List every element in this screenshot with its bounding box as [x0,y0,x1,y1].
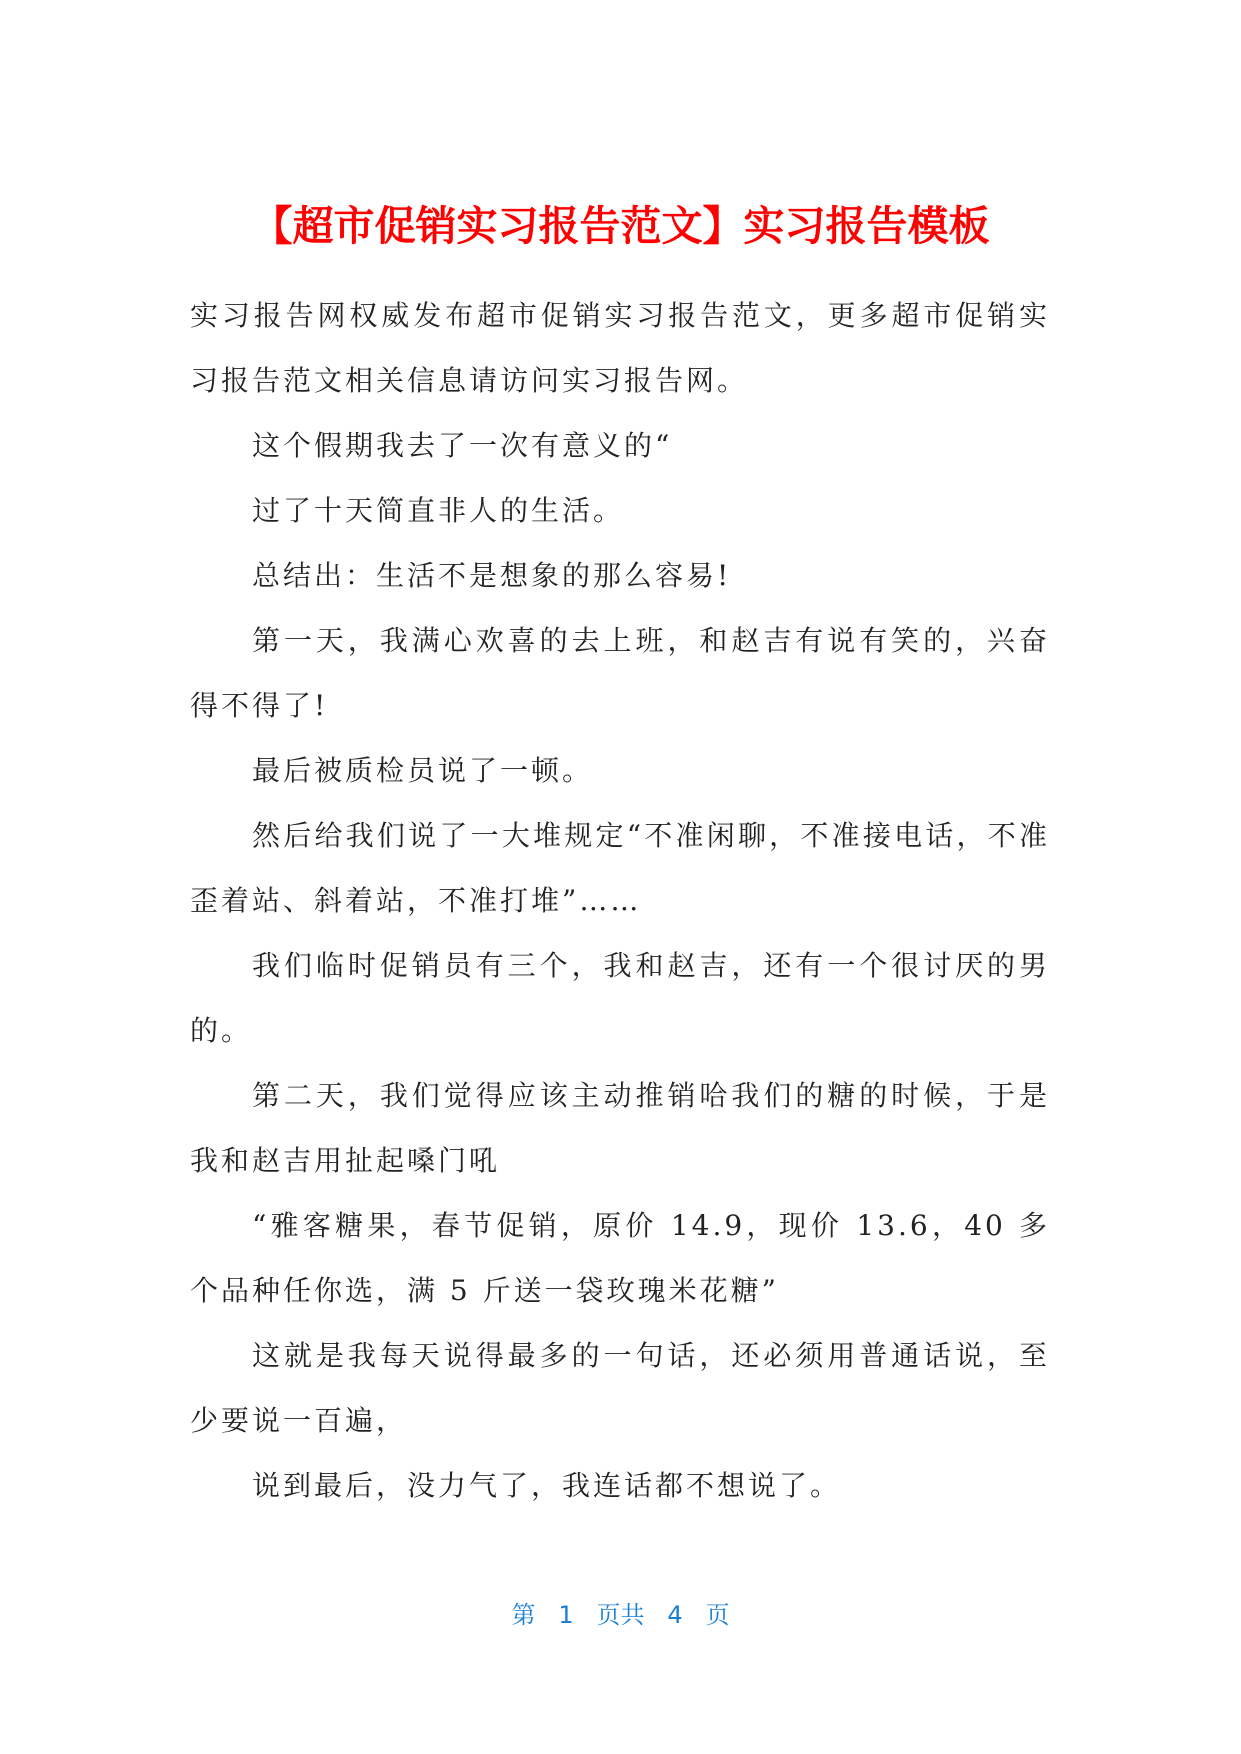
paragraph: 第一天，我满心欢喜的去上班，和赵吉有说有笑的，兴奋得不得了! [190,624,1050,722]
paragraph: 这个假期我去了一次有意义的“ [252,429,673,462]
paragraph: 这就是我每天说得最多的一句话，还必须用普通话说，至少要说一百遍， [190,1339,1050,1437]
paragraph: “雅客糖果，春节促销，原价 14.9，现价 13.6，40 多个品种任你选，满 5 斤送一袋玫瑰米花糖” [190,1209,1050,1307]
page-label-middle: 页共 [596,1601,645,1629]
page-label-suffix: 页 [705,1601,730,1629]
paragraph: 然后给我们说了一大堆规定“不准闲聊，不准接电话，不准歪着站、斜着站，不准打堆”…… [190,819,1050,917]
paragraph: 最后被质检员说了一顿。 [252,754,594,787]
paragraph: 说到最后，没力气了，我连话都不想说了。 [252,1469,842,1502]
paragraph: 实习报告网权威发布超市促销实习报告范文，更多超市促销实习报告范文相关信息请访问实习报告网。 [190,299,1050,397]
paragraph: 我们临时促销员有三个，我和赵吉，还有一个很讨厌的男的。 [190,949,1050,1047]
page-label-prefix: 第 [511,1601,536,1629]
paragraph: 总结出：生活不是想象的那么容易! [252,559,732,592]
paragraph: 过了十天简直非人的生活。 [252,494,625,527]
page-footer [0,1595,1241,1635]
document-body [190,283,1050,1518]
page-number-total: 4 [667,1601,683,1629]
page-number-current: 1 [558,1601,574,1629]
paragraph: 第二天，我们觉得应该主动推销哈我们的糖的时候，于是我和赵吉用扯起嗓门吼 [190,1079,1050,1177]
document-title: 【超市促销实习报告范文】实习报告模板 [251,202,990,250]
